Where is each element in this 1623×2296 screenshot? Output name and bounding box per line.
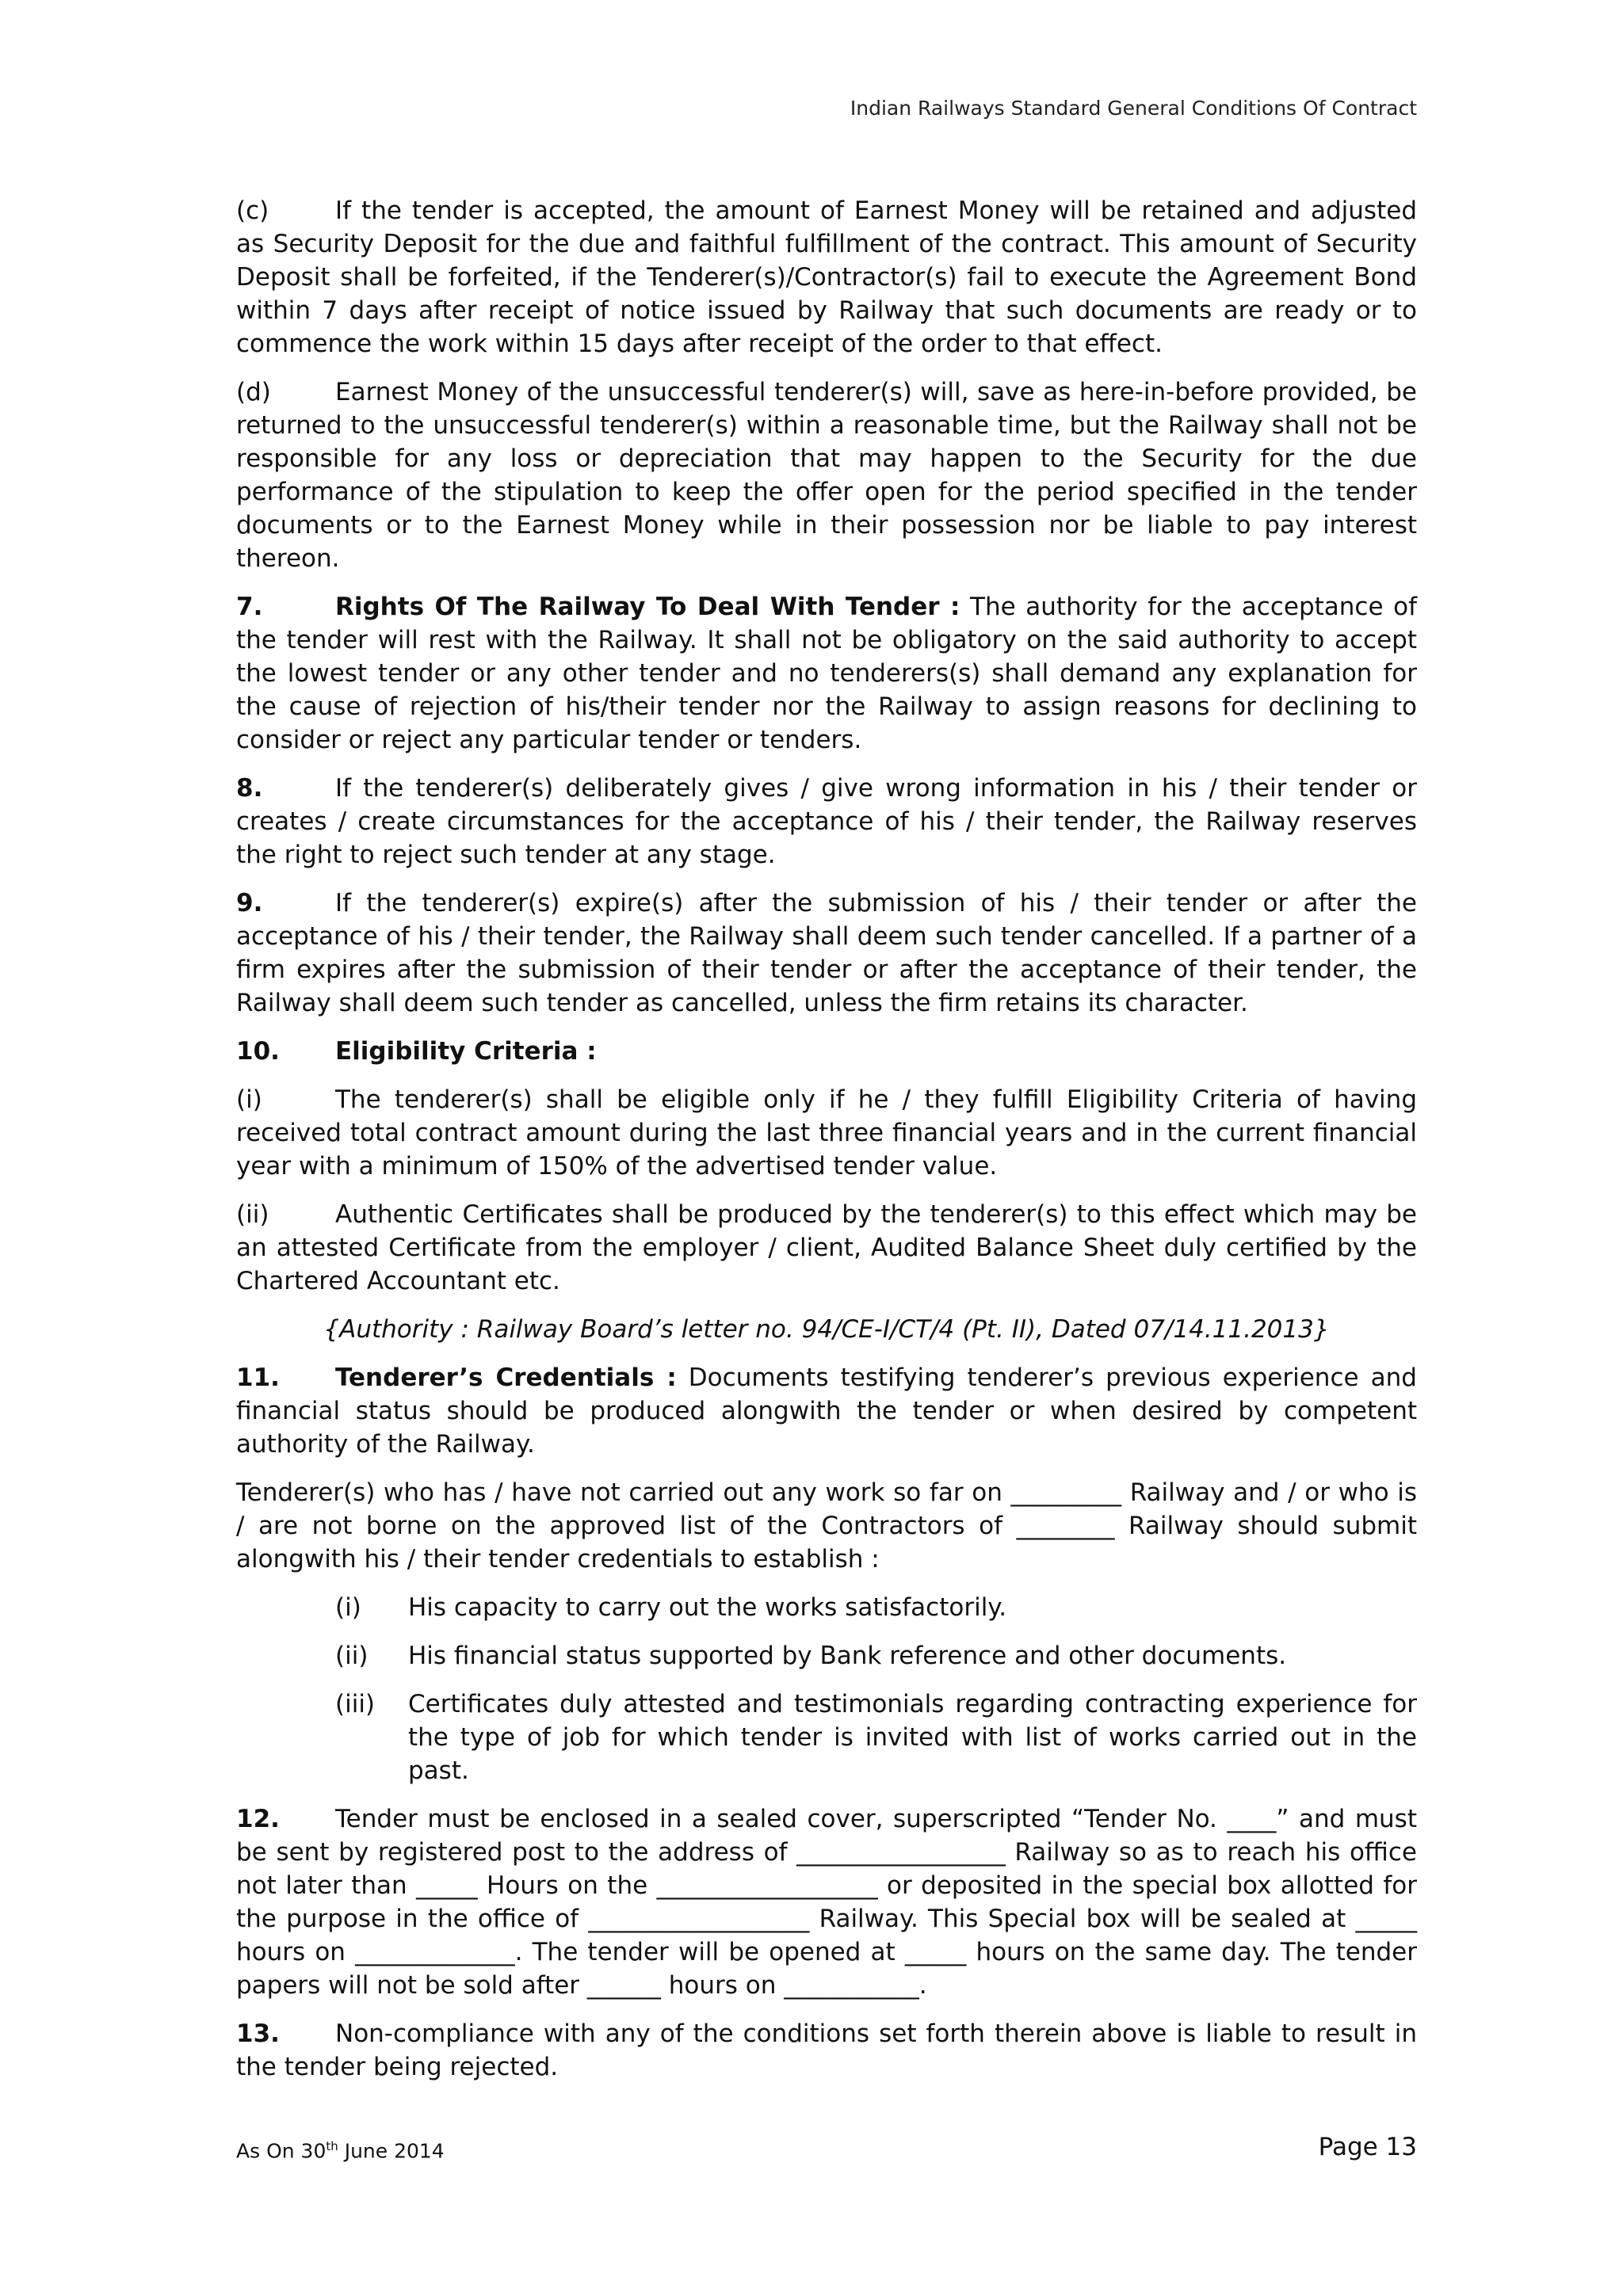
clause-8 [236, 772, 1417, 871]
clause-11-body: Tenderer(s) who has / have not carried out any work so far on _________ Railway and / or who is / are not borne on the approved list of the Contractors of ________ Railway should submit alongwith his / their tender credentials to establish : [236, 1478, 1417, 1573]
clause-text: The tenderer(s) shall be eligible only if he / they fulfill Eligibility Criteria of having received total contract amount during the last three financial years and in the current financial year with a minimum of 150% of the advertised tender value. [236, 1085, 1417, 1180]
clause-text: If the tenderer(s) expire(s) after the submission of his / their tender or after the acceptance of his / their tender, the Railway shall deem such tender cancelled. If a partner of a firm expires after the submission of their tender or after the acceptance of their tender, the Railway shall deem such tender as cancelled, unless the firm retains its character. [236, 889, 1417, 1017]
authority-citation: {Authority : Railway Board’s letter no. 94/CE-I/CT/4 (Pt. II), Dated 07/14.11.2013} [323, 1315, 1330, 1344]
clause-text: Tender must be enclosed in a sealed cover, superscripted “Tender No. ____” and must be sent by registered post to the address of _________________ Railway so as to reach his office not later than _____ Hours on the __________________ or deposited in the special box allotted for the purpose in the office of __________________ Railway. This Special box will be sealed at _____ hours on _____________. The tender will be opened at _____ hours on the same day. The tender papers will not be sold after ______ hours on ___________. [236, 1805, 1417, 2000]
clause-number: 8. [236, 774, 263, 803]
clause-text: Non-compliance with any of the conditions set forth therein above is liable to result in the tender being rejected. [236, 2019, 1417, 2081]
clause-9 [236, 887, 1417, 1020]
clause-10-ii [236, 1198, 1417, 1298]
clause-text: The authority for the acceptance of the tender will rest with the Railway. It shall not be obligatory on the said authority to accept the lowest tender or any other tender and no tenderers(s) shall demand any explanation for the cause of rejection of his/their tender nor the Railway to assign reasons for declining to consider or reject any particular tender or tenders. [236, 593, 1417, 754]
clause-13 [236, 2017, 1417, 2084]
clause-label: (ii) [236, 1200, 269, 1229]
clause-title: Eligibility Criteria : [335, 1037, 597, 1066]
page-number: Page 13 [1318, 2133, 1417, 2161]
clause-number: 13. [236, 2019, 280, 2048]
footer-date [236, 2139, 445, 2162]
clause-text: If the tenderer(s) deliberately gives / give wrong information in his / their tender or creates / create circumstances for the acceptance of his / their tender, the Railway reserves the right to reject such tender at any stage. [236, 774, 1417, 869]
footer-date-suffix: June 2014 [338, 2139, 445, 2163]
clause-c [236, 194, 1417, 360]
clause-text: Documents testifying tenderer’s previous experience and financial status should be produced alongwith the tender or when desired by competent authority of the Railway. [236, 1363, 1417, 1459]
list-item-text: Certificates duly attested and testimonials regarding contracting experience for the type of job for which tender is invited with list of works carried out in the past. [408, 1690, 1417, 1785]
clause-title: Tenderer’s Credentials : [335, 1363, 677, 1392]
running-header: Indian Railways Standard General Conditions Of Contract [850, 97, 1417, 120]
clause-label: (d) [236, 378, 271, 406]
clause-text: If the tender is accepted, the amount of Earnest Money will be retained and adjusted as Security Deposit for the due and faithful fulfillment of the contract. This amount of Security Deposit shall be forfeited, if the Tenderer(s)/Contractor(s) fail to execute the Agreement Bond within 7 days after receipt of notice issued by Railway that such documents are ready or to commence the work within 15 days after receipt of the order to that effect. [236, 196, 1417, 358]
clause-text: Earnest Money of the unsuccessful tenderer(s) will, save as here-in-before provided, be returned to the unsuccessful tenderer(s) within a reasonable time, but the Railway shall not be responsible for any loss or depreciation that may happen to the Security for the due performance of the stipulation to keep the offer open for the period specified in the tender documents or to the Earnest Money while in their possession nor be liable to pay interest thereon. [236, 378, 1417, 573]
clause-number: 9. [236, 889, 263, 917]
page-content [236, 194, 1417, 2099]
clause-d [236, 376, 1417, 575]
clause-10 [236, 1035, 1417, 1068]
clause-number: 7. [236, 593, 263, 621]
clause-title: Rights Of The Railway To Deal With Tender : [335, 593, 960, 621]
credentials-list [335, 1591, 1417, 1787]
footer-date-prefix: As On 30 [236, 2139, 327, 2163]
list-item [335, 1688, 1417, 1787]
list-item-text: His capacity to carry out the works satisfactorily. [408, 1593, 1007, 1622]
clause-number: 12. [236, 1805, 280, 1833]
footer-date-sup: th [326, 2139, 338, 2153]
list-item-text: His financial status supported by Bank reference and other documents. [408, 1642, 1287, 1670]
list-item-number: (i) [335, 1593, 361, 1622]
clause-11 [236, 1361, 1417, 1461]
clause-text: Authentic Certificates shall be produced by the tenderer(s) to this effect which may be an attested Certificate from the employer / client, Audited Balance Sheet duly certified by the Chartered Accountant etc. [236, 1200, 1417, 1295]
list-item [335, 1639, 1417, 1672]
list-item-number: (iii) [335, 1690, 376, 1718]
list-item [335, 1591, 1417, 1624]
clause-number: 10. [236, 1037, 280, 1066]
clause-12 [236, 1802, 1417, 2002]
list-item-number: (ii) [335, 1642, 369, 1670]
clause-label: (i) [236, 1085, 262, 1114]
clause-10-i [236, 1083, 1417, 1183]
clause-label: (c) [236, 196, 269, 225]
clause-7 [236, 590, 1417, 757]
clause-number: 11. [236, 1363, 280, 1392]
